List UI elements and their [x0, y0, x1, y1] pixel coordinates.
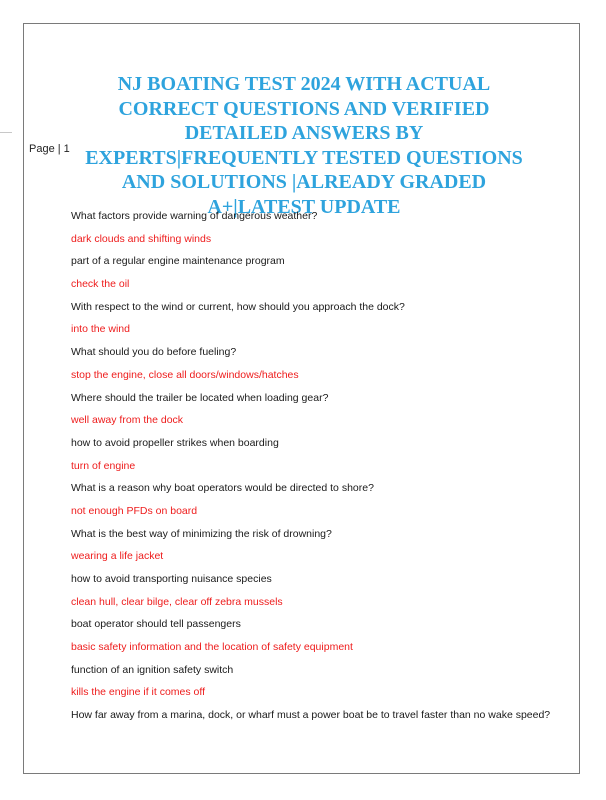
answer-text: clean hull, clear bilge, clear off zebra mussels [71, 595, 283, 608]
question-text: function of an ignition safety switch [71, 663, 234, 676]
question-text: What factors provide warning of dangerous weather? [71, 210, 318, 222]
question-text: how to avoid transporting nuisance species [71, 573, 272, 585]
answer-text: turn of engine [71, 459, 136, 472]
question-text: how to avoid propeller strikes when boarding [71, 436, 279, 449]
question-text: part of a regular engine maintenance program [71, 255, 285, 268]
question-text: Where should the trailer be located when loading gear? [71, 391, 329, 404]
page-number-label: Page | 1 [29, 143, 70, 155]
question-text: How far away from a marina, dock, or wharf must a power boat be to travel faster than no wake speed? [71, 709, 551, 722]
question-text: With respect to the wind or current, how should you approach the dock? [71, 300, 405, 313]
document-title: NJ BOATING TEST 2024 WITH ACTUAL CORRECT QUESTIONS AND VERIFIED DETAILED ANSWERS BY EXPERTS|FREQUENTLY TESTED QUESTIONS AND SOLUTIONS |ALREADY GRADED A+|LATEST UPDATE [85, 73, 523, 218]
answer-text: well away from the dock [71, 414, 184, 427]
answer-text: wearing a life jacket [71, 550, 164, 563]
answer-text: not enough PFDs on board [71, 504, 198, 517]
answer-text: check the oil [71, 278, 130, 291]
answer-text: kills the engine if it comes off [71, 686, 206, 699]
margin-mark [0, 132, 12, 133]
answer-text: dark clouds and shifting winds [71, 232, 212, 245]
question-text: What is the best way of minimizing the risk of drowning? [71, 527, 332, 540]
question-text: boat operator should tell passengers [71, 618, 241, 631]
answer-text: stop the engine, close all doors/windows/hatches [71, 368, 299, 381]
question-text: What should you do before fueling? [71, 346, 237, 359]
qa-list [71, 209, 551, 731]
question-text: What is a reason why boat operators would be directed to shore? [71, 482, 374, 495]
answer-text: basic safety information and the location of safety equipment [71, 641, 353, 654]
answer-text: into the wind [71, 323, 130, 336]
